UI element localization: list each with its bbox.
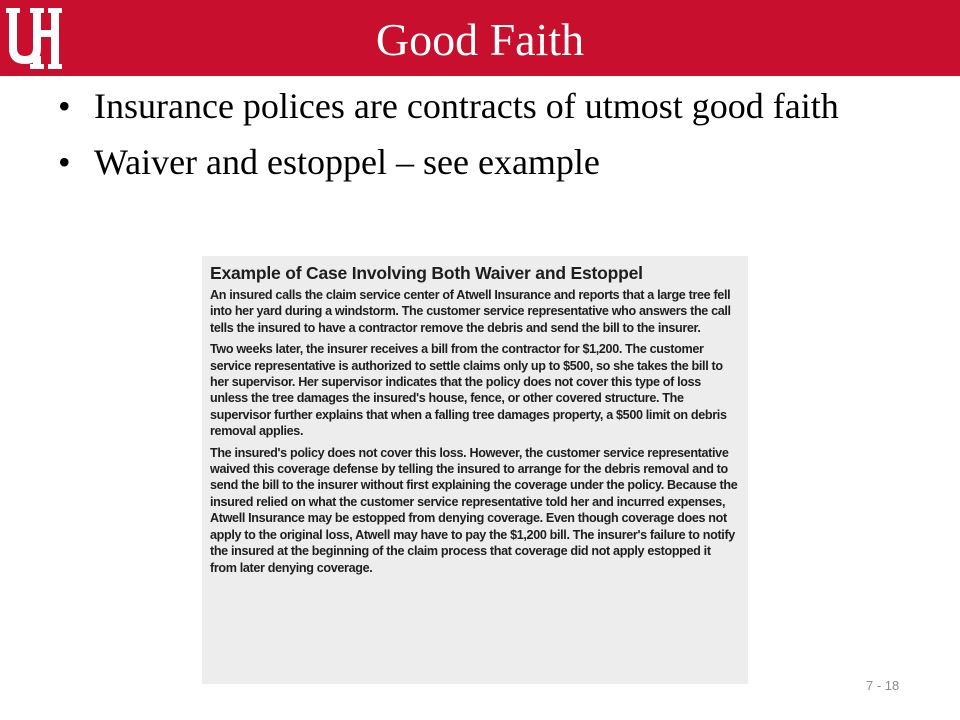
bullet-text: Waiver and estoppel – see example: [94, 142, 600, 182]
case-example-paragraph: An insured calls the claim service center of Atwell Insurance and reports that a large tree fell into her yard during a windstorm. The customer service representative who answers the call tells the insured to have a contractor remove the debris and send the bill to the insurer.: [210, 288, 731, 335]
bullet-list: [58, 84, 918, 196]
bullet-dot-icon: •: [58, 142, 71, 182]
bullet-dot-icon: •: [58, 86, 71, 126]
case-example-paragraph: Two weeks later, the insurer receives a bill from the contractor for $1,200. The customer service representative is authorized to settle claims only up to $500, so she takes the bill to her supervisor. Her supervisor indicates that the policy does not cover this type of loss unless the tree damages the insured's house, fence, or other covered structure. The supervisor further explains that when a falling tree damages property, a $500 limit on debris removal applies.: [210, 342, 727, 439]
case-example-paragraph: The insured's policy does not cover this loss. However, the customer service representative waived this coverage defense by telling the insured to arrange for the debris removal and to send the bill to the insurer without first explaining the coverage under the policy. Because the insured relied on what the customer service representative told her and incurred expenses, Atwell Insurance may be estopped from denying coverage. Even though coverage does not apply to the original loss, Atwell may have to pay the $1,200 bill. The insurer's failure to notify the insured at the beginning of the claim process that coverage did not apply estopped it from later denying coverage.: [210, 445, 738, 575]
case-example-image: [202, 256, 748, 684]
case-example-heading: Example of Case Involving Both Waiver and Estoppel: [210, 263, 643, 283]
bullet-item: [58, 84, 918, 128]
slide-title: Good Faith: [375, 14, 585, 65]
page-number: 7 - 18: [866, 678, 900, 693]
title-bar: [0, 0, 960, 76]
bullet-text: Insurance polices are contracts of utmost good faith: [94, 86, 839, 126]
bullet-item: [58, 140, 918, 184]
